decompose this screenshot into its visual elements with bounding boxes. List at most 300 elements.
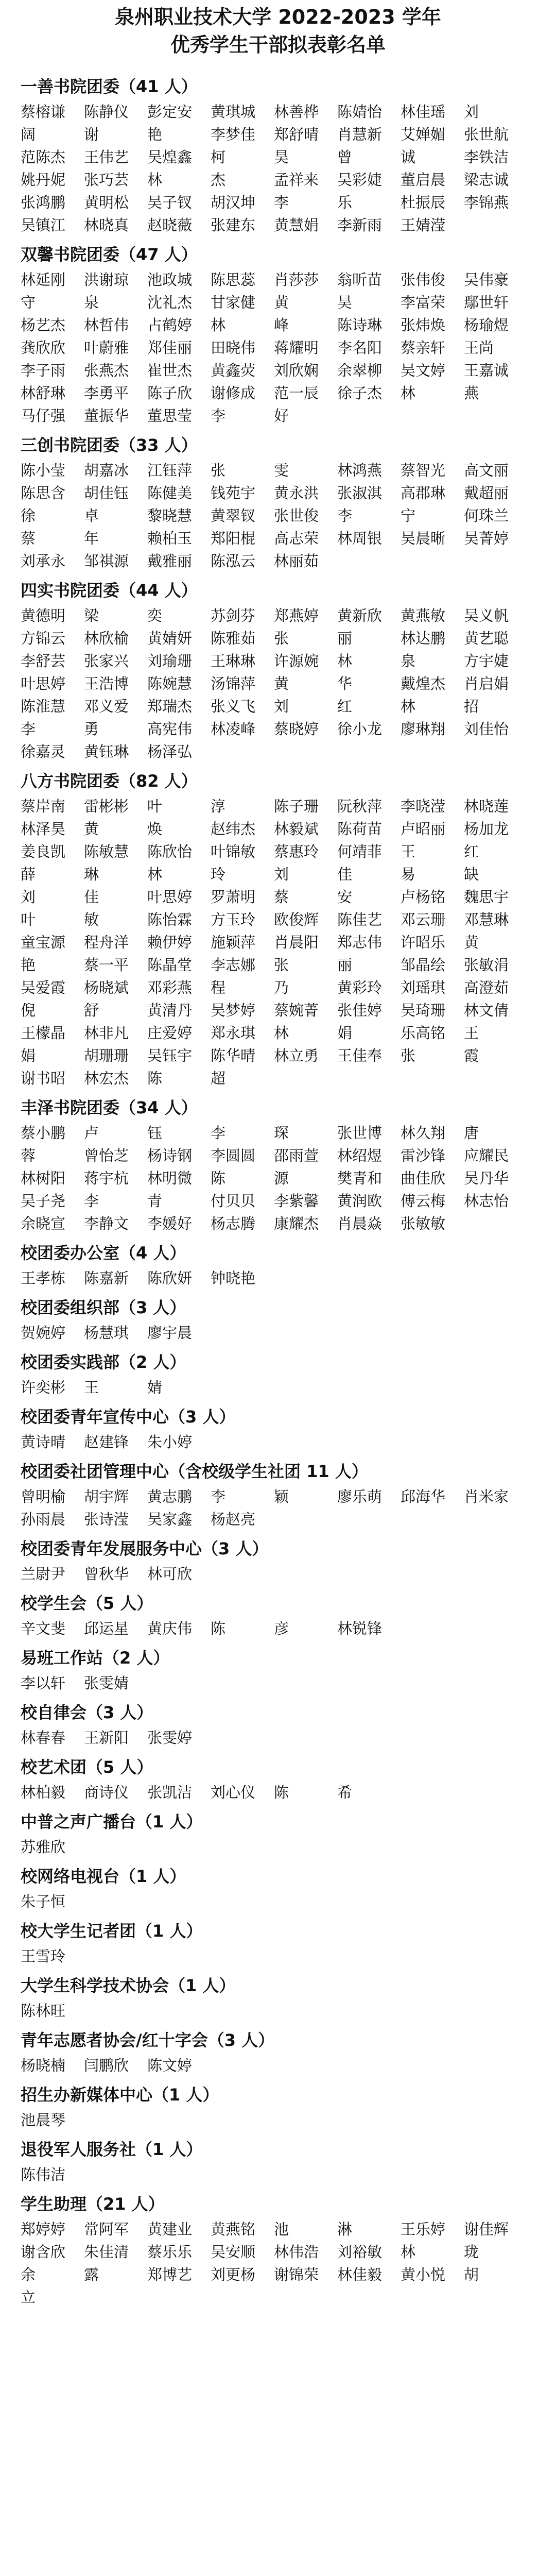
student-name: 卢杨铭: [401, 888, 446, 906]
student-name: 希: [337, 1784, 353, 1801]
name-list: [21, 1672, 532, 1694]
student-name: 叶: [21, 911, 36, 928]
student-name: 陈荷苗: [337, 820, 383, 838]
student-name: 陈雅茹: [211, 630, 256, 647]
student-name: 陈思蕊: [211, 271, 256, 289]
student-name: 林: [211, 316, 226, 334]
student-name: 范陈杰: [21, 148, 66, 166]
award-section: [21, 243, 532, 427]
student-name: 谢含欣: [21, 2243, 66, 2261]
student-name: 高郡琳: [401, 484, 446, 502]
student-name: 马仔强: [21, 407, 66, 425]
student-name: 杨慧琪: [84, 1324, 129, 1342]
student-name: 张佳婷: [337, 1002, 383, 1019]
student-name: 吴子钗: [147, 194, 193, 211]
student-name: 卓: [84, 507, 99, 524]
section-title: 校自律会（3 人）: [21, 1703, 153, 1722]
student-name: 蔡: [21, 530, 36, 547]
student-name: 杨泽弘: [147, 743, 193, 760]
student-name: 黄诗晴: [21, 1433, 66, 1451]
student-name: 陈欣怡: [147, 843, 193, 860]
student-name: 张伟俊: [401, 271, 446, 289]
name-list: [21, 1431, 532, 1453]
student-name: 李: [274, 194, 289, 211]
student-name: 吴安顺: [211, 2243, 256, 2261]
student-name: 方玉玲: [211, 911, 256, 928]
student-name: 蔡乐乐: [147, 2243, 193, 2261]
student-name: 付贝贝: [211, 1192, 256, 1210]
student-name: 曾秋华: [84, 1565, 129, 1583]
award-section: [21, 1296, 532, 1344]
name-list: [21, 1486, 532, 1530]
student-name: 泉: [84, 294, 99, 311]
student-name: 董启晨: [401, 171, 446, 189]
sections-container: [0, 75, 556, 2308]
student-name: 吴彩婕: [337, 171, 383, 189]
student-name: 杨赵亮: [211, 1511, 256, 1528]
student-name: 王: [464, 1024, 479, 1042]
student-name: 张家兴: [84, 652, 129, 670]
student-name: 李铁洁: [464, 148, 509, 166]
student-name: 李紫馨: [274, 1192, 319, 1210]
student-name: 陈嘉新: [84, 1269, 129, 1287]
student-name: 林凌峰: [211, 720, 256, 738]
student-name: 张凯洁: [147, 1784, 193, 1801]
student-name: 林达鹏: [401, 630, 446, 647]
student-name: 王孝栋: [21, 1269, 66, 1287]
student-name: 余翠柳: [337, 362, 383, 379]
student-name: 李志娜: [211, 956, 256, 974]
student-name: 婧: [147, 1379, 163, 1396]
student-name: 李以轩: [21, 1674, 66, 1692]
student-name: 姜良凯: [21, 843, 66, 860]
student-name: 红: [337, 698, 353, 715]
student-name: 肖晨焱: [337, 1215, 383, 1232]
student-name: 青: [147, 1192, 163, 1210]
student-name: 刘瑜珊: [147, 652, 193, 670]
student-name: 肖晨阳: [274, 934, 319, 951]
student-name: 谢: [84, 126, 99, 143]
student-name: 蒋耀明: [274, 339, 319, 357]
student-name: 郑瑞杰: [147, 698, 193, 715]
student-name: 珑: [464, 2243, 479, 2261]
student-name: 吴镇江: [21, 216, 66, 234]
section-title: 校团委实践部（2 人）: [21, 1352, 186, 1372]
student-name: 杨加龙: [464, 820, 509, 838]
award-section: [21, 2138, 532, 2185]
student-name: 林宏杰: [84, 1070, 129, 1087]
student-name: 黄燕敏: [401, 607, 446, 624]
student-name: 林: [147, 866, 163, 883]
student-name: 张: [401, 1047, 416, 1064]
student-name: 姚丹妮: [21, 171, 66, 189]
student-name: 高宪伟: [147, 720, 193, 738]
section-title: 校团委组织部（3 人）: [21, 1298, 186, 1317]
name-list: [21, 1122, 532, 1234]
student-name: 王乐婷: [401, 2221, 446, 2238]
award-section: [21, 1756, 532, 1803]
title-block: [0, 0, 556, 68]
student-name: 张雯婷: [147, 1729, 193, 1747]
section-title: 校学生会（5 人）: [21, 1594, 153, 1613]
student-name: 黄庆伟: [147, 1620, 193, 1637]
student-name: 佳: [337, 866, 353, 883]
student-name: 好: [274, 407, 289, 425]
section-title: 易班工作站（2 人）: [21, 1648, 170, 1668]
student-name: 郑婷婷: [21, 2221, 66, 2238]
student-name: 苏剑芬: [211, 607, 256, 624]
name-list: [21, 1836, 532, 1858]
student-name: 林可欣: [147, 1565, 193, 1583]
student-name: 王佳奉: [337, 1047, 383, 1064]
student-name: 宁: [401, 507, 416, 524]
student-name: 朱子恒: [21, 1893, 66, 1910]
student-name: 林非凡: [84, 1024, 129, 1042]
student-name: 方宇婕: [464, 652, 509, 670]
student-name: 林树阳: [21, 1170, 66, 1187]
student-name: 曲佳欣: [401, 1170, 446, 1187]
student-name: 林: [337, 652, 353, 670]
name-list: [21, 1945, 532, 1967]
student-name: 张鸿鹏: [21, 194, 66, 211]
section-title: 校团委青年宣传中心（3 人）: [21, 1407, 236, 1427]
student-name: 李梦佳: [211, 126, 256, 143]
student-name: 林丽茹: [274, 552, 319, 570]
student-name: 江钰萍: [147, 462, 193, 479]
student-name: 阮秋萍: [337, 798, 383, 815]
student-name: 霞: [464, 1047, 479, 1064]
student-name: 淳: [211, 798, 226, 815]
section-title: 一善书院团委（41 人）: [21, 77, 198, 96]
student-name: 张: [211, 462, 226, 479]
student-name: 林晓莲: [464, 798, 509, 815]
student-name: 林: [401, 698, 416, 715]
name-list: [21, 605, 532, 762]
student-name: 林哲伟: [84, 316, 129, 334]
student-name: 王婧滢: [401, 216, 446, 234]
student-name: 立: [21, 2289, 36, 2306]
student-name: 张燕杰: [84, 362, 129, 379]
student-name: 施颖萍: [211, 934, 256, 951]
student-name: 叶: [147, 798, 163, 815]
section-title: 三创书院团委（33 人）: [21, 435, 198, 455]
student-name: 李: [21, 720, 36, 738]
student-name: 叶思婷: [21, 675, 66, 692]
student-name: 刘: [21, 888, 36, 906]
student-name: 王嘉诚: [464, 362, 509, 379]
student-name: 胡: [464, 2266, 479, 2283]
student-name: 陈: [147, 1070, 163, 1087]
student-name: 邱海华: [401, 1488, 446, 1505]
student-name: 肖米家: [464, 1488, 509, 1505]
student-name: 林晓真: [84, 216, 129, 234]
student-name: 商诗仪: [84, 1784, 129, 1801]
student-name: 黄: [464, 934, 479, 951]
student-name: 雷沙锋: [401, 1147, 446, 1164]
student-name: 林久翔: [401, 1124, 446, 1142]
student-name: 淋: [337, 2221, 353, 2238]
student-name: 谢佳辉: [464, 2221, 509, 2238]
student-name: 王雪玲: [21, 1947, 66, 1965]
student-name: 超: [211, 1070, 226, 1087]
student-name: 王: [84, 1379, 99, 1396]
student-name: 林欣榆: [84, 630, 129, 647]
student-name: 安: [337, 888, 353, 906]
student-name: 王: [401, 843, 416, 860]
name-list: [21, 2164, 532, 2185]
student-name: 奕: [147, 607, 163, 624]
student-name: 陈子欣: [147, 384, 193, 402]
name-list: [21, 2109, 532, 2131]
student-name: 黄: [274, 294, 289, 311]
student-name: 蔡岸南: [21, 798, 66, 815]
student-name: 吴文婷: [401, 362, 446, 379]
student-name: 许奕彬: [21, 1379, 66, 1396]
student-name: 邹晶绘: [401, 956, 446, 974]
student-name: 蒋宇杭: [84, 1170, 129, 1187]
student-name: 乐高铭: [401, 1024, 446, 1042]
award-section: [21, 1242, 532, 1289]
student-name: 红: [464, 843, 479, 860]
student-name: 朱佳清: [84, 2243, 129, 2261]
student-name: 陈伟洁: [21, 2166, 66, 2183]
student-name: 吴子尧: [21, 1192, 66, 1210]
student-name: 黄翠钗: [211, 507, 256, 524]
student-name: 杨晓楠: [21, 2057, 66, 2074]
student-name: 黄小悦: [401, 2266, 446, 2283]
student-name: 昊: [274, 148, 289, 166]
document-title-line1: 泉州职业技术大学 2022-2023 学年: [115, 6, 441, 28]
student-name: 李晓滢: [401, 798, 446, 815]
student-name: 吴伟豪: [464, 271, 509, 289]
student-name: 郑志伟: [337, 934, 383, 951]
student-name: 林善桦: [274, 103, 319, 121]
student-name: 赵建锋: [84, 1433, 129, 1451]
student-name: 赵晓薇: [147, 216, 193, 234]
student-name: 王新阳: [84, 1729, 129, 1747]
student-name: 刘: [274, 698, 289, 715]
student-name: 敏: [84, 911, 99, 928]
student-name: 杰: [211, 171, 226, 189]
student-name: 张建东: [211, 216, 256, 234]
student-name: 雯: [274, 462, 289, 479]
name-list: [21, 1563, 532, 1585]
student-name: 彦: [274, 1620, 289, 1637]
student-name: 琛: [274, 1124, 289, 1142]
award-section: [21, 75, 532, 236]
student-name: 钰: [147, 1124, 163, 1142]
student-name: 黄燕铭: [211, 2221, 256, 2238]
student-name: 守: [21, 294, 36, 311]
student-name: 叶蔚雅: [84, 339, 129, 357]
section-title: 校网络电视台（1 人）: [21, 1867, 186, 1886]
student-name: 叶锦敏: [211, 843, 256, 860]
student-name: 焕: [147, 820, 163, 838]
student-name: 胡珊珊: [84, 1047, 129, 1064]
section-title: 学生助理（21 人）: [21, 2194, 165, 2214]
student-name: 余: [21, 2266, 36, 2283]
student-name: 蔡智光: [401, 462, 446, 479]
student-name: 辛文斐: [21, 1620, 66, 1637]
name-list: [21, 1727, 532, 1749]
student-name: 高文丽: [464, 462, 509, 479]
student-name: 丽: [337, 630, 353, 647]
student-name: 源: [274, 1170, 289, 1187]
student-name: 李: [337, 507, 353, 524]
student-name: 翁昕苗: [337, 271, 383, 289]
student-name: 邓彩燕: [147, 979, 193, 996]
student-name: 蔡婉菁: [274, 1002, 319, 1019]
student-name: 程舟洋: [84, 934, 129, 951]
student-name: 何靖菲: [337, 843, 383, 860]
award-section: [21, 1096, 532, 1234]
student-name: 陈: [211, 1620, 226, 1637]
student-name: 鄢世轩: [464, 294, 509, 311]
student-name: 黄彩玲: [337, 979, 383, 996]
student-name: 张敏涓: [464, 956, 509, 974]
student-name: 李名阳: [337, 339, 383, 357]
student-name: 蔡惠玲: [274, 843, 319, 860]
student-name: 刘更杨: [211, 2266, 256, 2283]
student-name: 董振华: [84, 407, 129, 425]
student-name: 沈礼杰: [147, 294, 193, 311]
student-name: 玲: [211, 866, 226, 883]
student-name: 艳: [147, 126, 163, 143]
student-name: 程: [211, 979, 226, 996]
student-name: 胡佳钰: [84, 484, 129, 502]
student-name: 童宝源: [21, 934, 66, 951]
student-name: 彭定安: [147, 103, 193, 121]
student-name: 傅云梅: [401, 1192, 446, 1210]
student-name: 刘承永: [21, 552, 66, 570]
student-name: 郑佳丽: [147, 339, 193, 357]
section-title: 八方书院团委（82 人）: [21, 771, 198, 791]
student-name: 李新雨: [337, 216, 383, 234]
student-name: 杨晓斌: [84, 979, 129, 996]
student-name: 欧俊辉: [274, 911, 319, 928]
student-name: 邱运星: [84, 1620, 129, 1637]
student-name: 杜振辰: [401, 194, 446, 211]
document-title-line2: 优秀学生干部拟表彰名单: [170, 33, 386, 56]
student-name: 孙雨晨: [21, 1511, 66, 1528]
student-name: 林明微: [147, 1170, 193, 1187]
student-name: 林毅斌: [274, 820, 319, 838]
student-name: 邓义爱: [84, 698, 129, 715]
section-title: 校团委办公室（4 人）: [21, 1243, 186, 1263]
student-name: 曾明榆: [21, 1488, 66, 1505]
student-name: 林延刚: [21, 271, 66, 289]
student-name: 黄德明: [21, 607, 66, 624]
name-list: [21, 1618, 532, 1639]
student-name: 李锦燕: [464, 194, 509, 211]
award-section: [21, 579, 532, 762]
section-title: 四实书院团委（44 人）: [21, 581, 198, 600]
student-name: 池政城: [147, 271, 193, 289]
name-list: [21, 2218, 532, 2308]
student-name: 胡汉坤: [211, 194, 256, 211]
student-name: 李勇平: [84, 384, 129, 402]
section-title: 校团委青年发展服务中心（3 人）: [21, 1539, 269, 1558]
student-name: 蔡小鹏: [21, 1124, 66, 1142]
student-name: 常阿军: [84, 2221, 129, 2238]
student-name: 陈文婷: [147, 2057, 193, 2074]
student-name: 年: [84, 530, 99, 547]
student-name: 方锦云: [21, 630, 66, 647]
student-name: 陈婉慧: [147, 675, 193, 692]
student-name: 李: [211, 407, 226, 425]
student-name: 黎晓慧: [147, 507, 193, 524]
student-name: 林泽昊: [21, 820, 66, 838]
student-name: 黄鑫荧: [211, 362, 256, 379]
student-name: 陈: [211, 1170, 226, 1187]
student-name: 陈思含: [21, 484, 66, 502]
student-name: 陈泓云: [211, 552, 256, 570]
student-name: 林文倩: [464, 1002, 509, 1019]
student-name: 徐: [21, 507, 36, 524]
award-section: [21, 2083, 532, 2131]
student-name: 陈林旺: [21, 2002, 66, 2020]
student-name: 华: [337, 675, 353, 692]
student-name: 陈婧怡: [337, 103, 383, 121]
student-name: 黄建业: [147, 2221, 193, 2238]
section-title: 退役军人服务社（1 人）: [21, 2140, 203, 2159]
award-section: [21, 1974, 532, 2022]
student-name: 吴家鑫: [147, 1511, 193, 1528]
student-name: 李子雨: [21, 362, 66, 379]
student-name: 郑舒晴: [274, 126, 319, 143]
student-name: 吴晨晰: [401, 530, 446, 547]
award-section: [21, 770, 532, 1089]
student-name: 易: [401, 866, 416, 883]
student-name: 琳: [84, 866, 99, 883]
student-name: 樊青和: [337, 1170, 383, 1187]
student-name: 陈华晴: [211, 1047, 256, 1064]
student-name: 戴煌杰: [401, 675, 446, 692]
student-name: 邵雨萱: [274, 1147, 319, 1164]
section-title: 校艺术团（5 人）: [21, 1757, 153, 1777]
student-name: 陈小莹: [21, 462, 66, 479]
student-name: 吴煌鑫: [147, 148, 193, 166]
student-name: 许昭乐: [401, 934, 446, 951]
student-name: 林周银: [337, 530, 383, 547]
name-list: [21, 1377, 532, 1398]
student-name: 梁志诚: [464, 171, 509, 189]
name-list: [21, 1782, 532, 1803]
student-name: 田晓伟: [211, 339, 256, 357]
student-name: 招: [464, 698, 479, 715]
student-name: 张世博: [337, 1124, 383, 1142]
student-name: 闫鹏欣: [84, 2057, 129, 2074]
student-name: 李: [211, 1488, 226, 1505]
student-name: 许源婉: [274, 652, 319, 670]
student-name: 戴雅丽: [147, 552, 193, 570]
student-name: 林鸿燕: [337, 462, 383, 479]
student-name: 昊: [337, 294, 353, 311]
student-name: 王檬晶: [21, 1024, 66, 1042]
student-name: 庄爱婷: [147, 1024, 193, 1042]
student-name: 徐小龙: [337, 720, 383, 738]
student-name: 吴菁婷: [464, 530, 509, 547]
student-name: 魏思宇: [464, 888, 509, 906]
student-name: 陈: [274, 1784, 289, 1801]
student-name: 谢修成: [211, 384, 256, 402]
award-section: [21, 2193, 532, 2308]
section-title: 校大学生记者团（1 人）: [21, 1921, 203, 1941]
student-name: 吴琦珊: [401, 1002, 446, 1019]
student-name: 钱苑宇: [211, 484, 256, 502]
student-name: 林春春: [21, 1729, 66, 1747]
student-name: 曾: [337, 148, 353, 166]
